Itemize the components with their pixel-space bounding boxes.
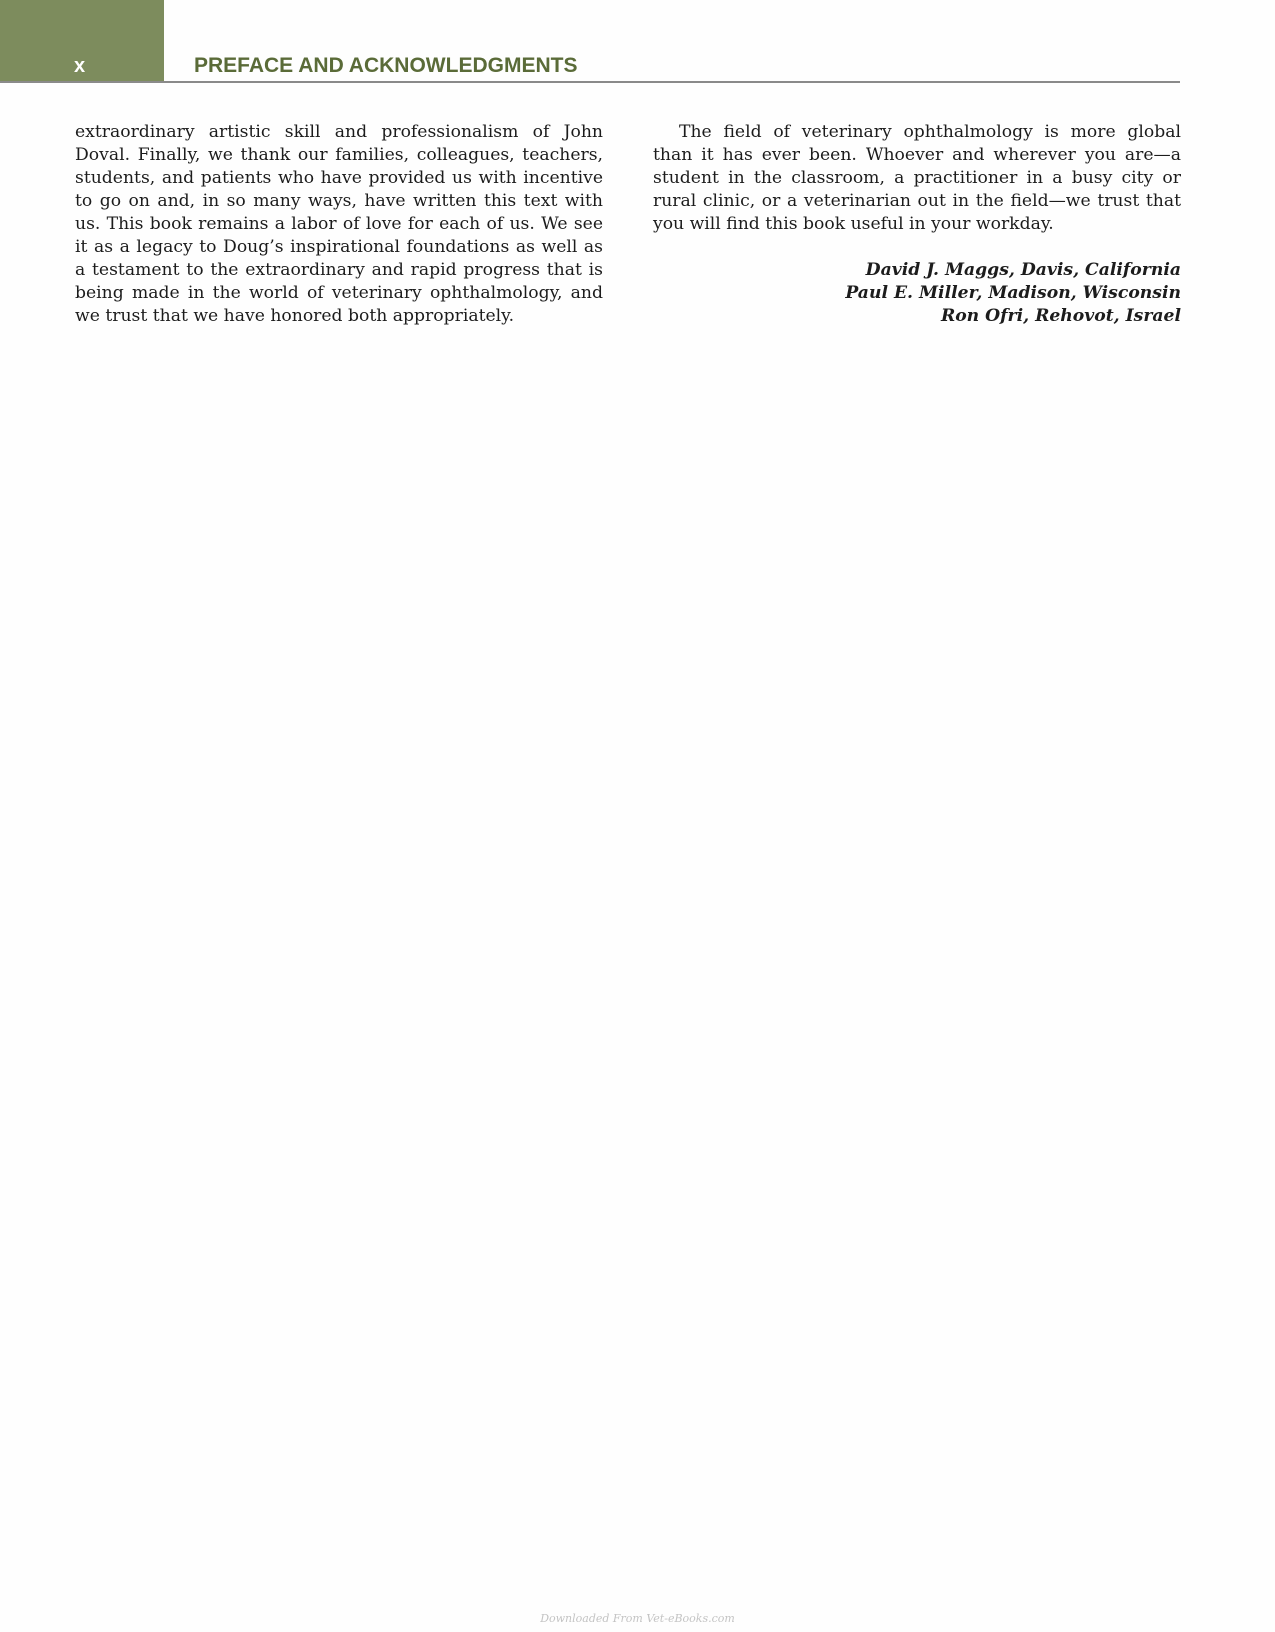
- left-paragraph: extraordinary artistic skill and professionalism of John Doval. Finally, we thank our families, colleagues, teachers, students, and patients who have provided us with incentive to go on and, in so many ways, have written this text with us. This book remains a labor of love for each of us. We see it as a legacy to Doug’s inspirational foundations as well as a testament to the extraordinary and rapid progress that is being made in the world of veterinary ophthalmology, and we trust that we have honored both appropriately.: [75, 122, 603, 326]
- signature-ofri: Ron Ofri, Rehovot, Israel: [940, 306, 1181, 326]
- signature-miller: Paul E. Miller, Madison, Wisconsin: [845, 283, 1181, 303]
- left-column: [75, 121, 603, 328]
- right-paragraph: The field of veterinary ophthalmology is more global than it has ever been. Whoever and wherever you are—a student in the classroom, a practitioner in a busy city or rural clinic, or a veterinarian out in the field—we trust that you will find this book useful in your workday.: [653, 122, 1181, 234]
- footer-watermark: Downloaded From Vet-eBooks.com: [540, 1612, 735, 1625]
- header-rule: [0, 81, 1180, 83]
- right-column: [653, 121, 1181, 328]
- page-number: x: [74, 55, 86, 77]
- signature-maggs: David J. Maggs, Davis, California: [865, 260, 1181, 280]
- running-head: PREFACE AND ACKNOWLEDGMENTS: [194, 54, 578, 77]
- signature-block: [653, 259, 1181, 328]
